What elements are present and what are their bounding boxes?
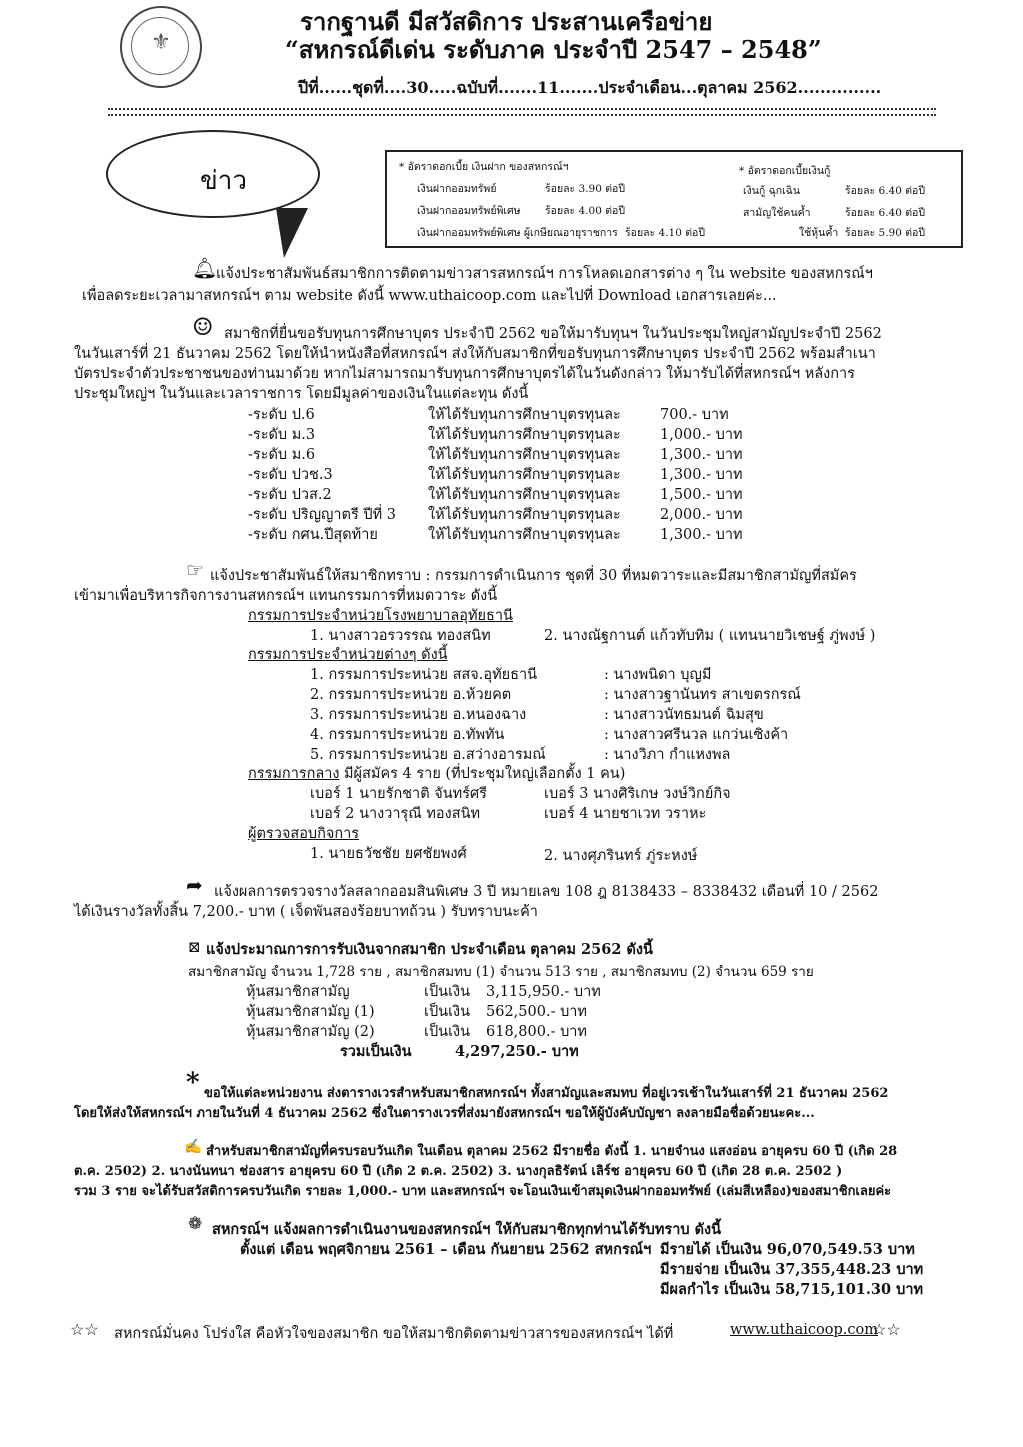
scholarship-desc: ให้ได้รับทุนการศึกษาบุตรทุนละ xyxy=(428,527,621,543)
estimate-as: เป็นเงิน xyxy=(424,1024,471,1040)
scholarship-level: -ระดับ ม.3 xyxy=(248,427,316,443)
estimate-title: แจ้งประมาณการการรับเงินจากสมาชิก ประจำเดือน ตุลาคม 2562 ดังนี้ xyxy=(206,941,653,958)
performance-line: สหกรณ์ฯ แจ้งผลการดำเนินงานของสหกรณ์ฯ ให้กับสมาชิกทุกท่านได้รับทราบ ดังนี้ xyxy=(212,1221,722,1238)
loan-rates-title: * อัตราดอกเบี้ยเงินกู้ xyxy=(739,165,831,177)
lottery-notice-line: แจ้งผลการตรวจรางวัลสลากออมสินพิเศษ 3 ปี หมายเลข 108 ฎ 8138433 – 8338432 เดือนที่ 10 / 2562 xyxy=(214,884,879,900)
scholarship-level: -ระดับ ปวส.2 xyxy=(248,487,332,503)
auditor: 1. นายธวัชชัย ยศชัยพงศ์ xyxy=(310,846,467,862)
birthday-notice-line: สำหรับสมาชิกสามัญที่ครบรอบวันเกิด ในเดือน ตุลาคม 2562 มีรายชื่อ ดังนี้ 1. นายจำนง แสงอ่อน อายุครบ 60 ปี (เกิด 28 xyxy=(206,1144,898,1159)
candidate: เบอร์ 1 นายรักชาติ จันทร์ศรี xyxy=(310,786,487,802)
estimate-total-label: รวมเป็นเงิน xyxy=(340,1043,412,1060)
scholarship-line: สมาชิกที่ยื่นขอรับทุนการศึกษาบุตร ประจำปี 2562 ขอให้มารับทุนฯ ในวันประชุมใหญ่สามัญประจำปี 2562 xyxy=(224,326,882,342)
committee-member: : นางวิภา กำแหงพล xyxy=(604,747,731,763)
birthday-notice-line: ต.ค. 2502) 2. นางนันทนา ช่องสาร อายุครบ 60 ปี (เกิด 2 ต.ค. 2502) 3. นางกุลธิรัตน์ เลิร์ช อายุครบ 60 ปี (เกิด 28 ต.ค. 2502 ) xyxy=(74,1164,843,1179)
scholarship-level: -ระดับ กศน.ปีสุดท้าย xyxy=(248,527,378,543)
scholarship-amount: 1,300.- บาท xyxy=(660,527,743,543)
loan-label: ใช้หุ้นค้ำ xyxy=(799,227,839,239)
committee-member: 1. นางสาวอรวรรณ ทองสนิท xyxy=(310,628,491,644)
stars-icon: ☆☆ xyxy=(70,1320,99,1339)
header-award: “สหกรณ์ดีเด่น ระดับภาค ประจำปี 2547 – 2548” xyxy=(285,35,822,64)
committee-unit: 3. กรรมการประหน่วย อ.หนองฉาง xyxy=(310,707,527,723)
scholarship-line: ประชุมใหญ่ฯ ในวันและเวลาราชการ โดยมีมูลค่าของเงินในแต่ละทุน ดังนี้ xyxy=(74,386,529,402)
scholarship-desc: ให้ได้รับทุนการศึกษาบุตรทุนละ xyxy=(428,467,621,483)
pencil-icon: ✍ xyxy=(184,1139,203,1155)
pointing-hand-icon: ☞ xyxy=(186,558,204,582)
auditor-title: ผู้ตรวจสอบกิจการ xyxy=(248,826,360,842)
cooperative-seal-logo: ⚜ xyxy=(120,6,202,88)
scholarship-level: -ระดับ ปริญญาตรี ปีที่ 3 xyxy=(248,507,396,523)
deposit-rate: ร้อยละ 3.90 ต่อปี xyxy=(545,183,626,195)
candidate: เบอร์ 3 นางศิริเกษ วงษ์วิกย์กิจ xyxy=(544,786,731,802)
shift-notice-line: โดยให้ส่งให้สหกรณ์ฯ ภายในวันที่ 4 ธันวาคม 2562 ซึ่งในตารางเวรที่ส่งมายังสหกรณ์ฯ ขอให้ผู้บังคับบัญชา ลงลายมือชื่อด้วยนะคะ... xyxy=(74,1106,815,1121)
scholarship-desc: ให้ได้รับทุนการศึกษาบุตรทุนละ xyxy=(428,427,621,443)
deposit-rate: ร้อยละ 4.10 ต่อปี xyxy=(625,227,706,239)
news-bubble-tail xyxy=(276,208,308,258)
committee-member: : นางสาวศรีนวล แกว่นเซิงค้า xyxy=(604,727,789,743)
estimate-label: หุ้นสมาชิกสามัญ xyxy=(246,984,350,1000)
scholarship-line: บัตรประจำตัวประชาชนของท่านมาด้วย หากไม่สามารถมารับทุนการศึกษาบุตรได้ในวันดังกล่าว ให้มารับได้ที่สหกรณ์ฯ หลังการ xyxy=(74,366,855,382)
deposit-rates-title: * อัตราดอกเบี้ย เงินฝาก ของสหกรณ์ฯ xyxy=(399,161,569,173)
scholarship-amount: 1,300.- บาท xyxy=(660,467,743,483)
hospital-committee-title: กรรมการประจำหน่วยโรงพยาบาลอุทัยธานี xyxy=(248,608,513,624)
scholarship-level: -ระดับ ม.6 xyxy=(248,447,316,463)
loan-label: เงินกู้ ฉุกเฉิน xyxy=(743,185,801,197)
interest-rates-box xyxy=(385,150,963,248)
deposit-label: เงินฝากออมทรัพย์พิเศษ ผู้เกษียณอายุราชการ xyxy=(417,227,618,239)
estimate-as: เป็นเงิน xyxy=(424,1004,471,1020)
flower-icon: ❁ xyxy=(188,1214,203,1234)
scholarship-desc: ให้ได้รับทุนการศึกษาบุตรทุนละ xyxy=(428,447,621,463)
loan-label: สามัญใช้คนค้ำ xyxy=(743,207,811,219)
arrow-icon: ➦ xyxy=(186,873,203,897)
auditor: 2. นางศุภรินทร์ ภู่ระหงษ์ xyxy=(544,848,698,864)
scholarship-amount: 2,000.- บาท xyxy=(660,507,743,523)
shift-notice-line: ขอให้แต่ละหน่วยงาน ส่งตารางเวรสำหรับสมาชิกสหกรณ์ฯ ทั้งสามัญและสมทบ ที่อยู่เวรเช้าในวันเสาร์ที่ 21 ธันวาคม 2562 xyxy=(204,1086,889,1101)
scholarship-line: ในวันเสาร์ที่ 21 ธันวาคม 2562 โดยให้นำหนังสือที่สหกรณ์ฯ ส่งให้กับสมาชิกที่ขอรับทุนการศึกษาบุตร ประจำปี 2562 พร้อมสำเนา xyxy=(74,346,876,362)
divider-bottom xyxy=(108,114,936,116)
committee-notice-line: แจ้งประชาสัมพันธ์ให้สมาชิกทราบ : กรรมการดำเนินการ ชุดที่ 30 ที่หมดวาระและมีสมาชิกสามัญที่สมัคร xyxy=(210,568,857,584)
scholarship-desc: ให้ได้รับทุนการศึกษาบุตรทุนละ xyxy=(428,507,621,523)
scholarship-desc: ให้ได้รับทุนการศึกษาบุตรทุนละ xyxy=(428,487,621,503)
central-committee-note: มีผู้สมัคร 4 ราย (ที่ประชุมใหญ่เลือกตั้ง 1 คน) xyxy=(344,766,626,782)
candidate: เบอร์ 2 นางวารุณี ทองสนิท xyxy=(310,806,481,822)
scholarship-desc: ให้ได้รับทุนการศึกษาบุตรทุนละ xyxy=(428,407,621,423)
stars-icon: ☆☆ xyxy=(872,1320,901,1339)
income: มีรายได้ เป็นเงิน 96,070,549.53 บาท xyxy=(660,1241,915,1258)
website-notice-line: เพื่อลดระยะเวลามาสหกรณ์ฯ ตาม website ดังนี้ www.uthaicoop.com และไปที่ Download เอกสารเลยค่ะ... xyxy=(82,288,777,304)
profit: มีผลกำไร เป็นเงิน 58,715,101.30 บาท xyxy=(660,1281,924,1298)
deposit-label: เงินฝากออมทรัพย์ xyxy=(417,183,497,195)
unit-committee-title: กรรมการประจำหน่วยต่างๆ ดังนี้ xyxy=(248,647,448,663)
scholarship-amount: 1,500.- บาท xyxy=(660,487,743,503)
estimate-label: หุ้นสมาชิกสามัญ (2) xyxy=(246,1024,375,1040)
birthday-notice-line: รวม 3 ราย จะได้รับสวัสดิการครบวันเกิด รายละ 1,000.- บาท และสหกรณ์ฯ จะโอนเงินเข้าสมุดเงินฝากออมทรัพย์ (เล่มสีเหลือง)ของสมาชิกเลยค่ะ xyxy=(74,1184,892,1199)
committee-unit: 1. กรรมการประหน่วย สสจ.อุทัยธานี xyxy=(310,667,538,683)
website-link[interactable]: www.uthaicoop.com xyxy=(730,1322,878,1338)
lottery-notice-line: ได้เงินรางวัลทั้งสิ้น 7,200.- บาท ( เจ็ดพันสองร้อยบาทถ้วน ) รับทราบนะค้า xyxy=(74,904,538,920)
smile-icon: ☺ xyxy=(192,313,214,341)
committee-member: : นางสาวนัทธมนต์ ฉิมสุข xyxy=(604,707,764,723)
estimate-label: หุ้นสมาชิกสามัญ (1) xyxy=(246,1004,375,1020)
scholarship-level: -ระดับ ปวช.3 xyxy=(248,467,333,483)
issue-info: ปีที่......ชุดที่....30.....ฉบับที่.......11.......ประจำเดือน...ตุลาคม 2562............... xyxy=(298,78,882,97)
candidate: เบอร์ 4 นายชาเวท วราหะ xyxy=(544,806,707,822)
news-label: ข่าว xyxy=(200,166,247,196)
estimate-amount: 618,800.- บาท xyxy=(486,1024,587,1040)
estimate-amount: 562,500.- บาท xyxy=(486,1004,587,1020)
committee-notice-line: เข้ามาเพื่อบริหารกิจการงานสหกรณ์ฯ แทนกรรมการที่หมดวาระ ดังนี้ xyxy=(74,588,498,604)
estimate-as: เป็นเงิน xyxy=(424,984,471,1000)
central-committee-title: กรรมการกลาง xyxy=(248,766,340,782)
estimate-amount: 3,115,950.- บาท xyxy=(486,984,601,1000)
committee-member: : นางสาวฐานันทร สาเขตรกรณ์ xyxy=(604,687,801,703)
asterisk-icon: * xyxy=(186,1068,200,1098)
scholarship-amount: 700.- บาท xyxy=(660,407,729,423)
loan-rate: ร้อยละ 5.90 ต่อปี xyxy=(845,227,926,239)
committee-member: 2. นางณัฐกานต์ แก้วทับทิม ( แทนนายวิเชษฐ์ ภู่พงษ์ ) xyxy=(544,628,876,644)
committee-member: : นางพนิดา บุญมี xyxy=(604,667,712,683)
committee-unit: 5. กรรมการประหน่วย อ.สว่างอารมณ์ xyxy=(310,747,546,763)
expense: มีรายจ่าย เป็นเงิน 37,355,448.23 บาท xyxy=(660,1261,924,1278)
estimate-total-amount: 4,297,250.- บาท xyxy=(455,1043,579,1060)
header-motto: รากฐานดี มีสวัสดิการ ประสานเครือข่าย xyxy=(300,7,713,36)
deposit-rate: ร้อยละ 4.00 ต่อปี xyxy=(545,205,626,217)
bell-icon: 🔔︎ xyxy=(192,256,218,280)
scholarship-amount: 1,300.- บาท xyxy=(660,447,743,463)
performance-line: ตั้งแต่ เดือน พฤศจิกายน 2561 – เดือน กันยายน 2562 สหกรณ์ฯ xyxy=(240,1241,652,1258)
deposit-label: เงินฝากออมทรัพย์พิเศษ xyxy=(417,205,521,217)
loan-rate: ร้อยละ 6.40 ต่อปี xyxy=(845,207,926,219)
committee-unit: 4. กรรมการประหน่วย อ.ทัพทัน xyxy=(310,727,505,743)
committee-unit: 2. กรรมการประหน่วย อ.ห้วยคต xyxy=(310,687,512,703)
scholarship-amount: 1,000.- บาท xyxy=(660,427,743,443)
divider-top xyxy=(108,108,936,110)
footer-text: สหกรณ์มั่นคง โปร่งใส คือหัวใจของสมาชิก ขอให้สมาชิกติดตามข่าวสารของสหกรณ์ฯ ได้ที่ xyxy=(114,1326,674,1342)
cross-icon: ⊠ xyxy=(188,938,201,956)
website-notice-line: แจ้งประชาสัมพันธ์สมาชิกการติดตามข่าวสารสหกรณ์ฯ การโหลดเอกสารต่าง ๆ ใน website ของสหกรณ์ฯ xyxy=(216,266,873,282)
scholarship-level: -ระดับ ป.6 xyxy=(248,407,315,423)
member-counts: สมาชิกสามัญ จำนวน 1,728 ราย , สมาชิกสมทบ (1) จำนวน 513 ราย , สมาชิกสมทบ (2) จำนวน 659 ราย xyxy=(188,964,814,980)
loan-rate: ร้อยละ 6.40 ต่อปี xyxy=(845,185,926,197)
